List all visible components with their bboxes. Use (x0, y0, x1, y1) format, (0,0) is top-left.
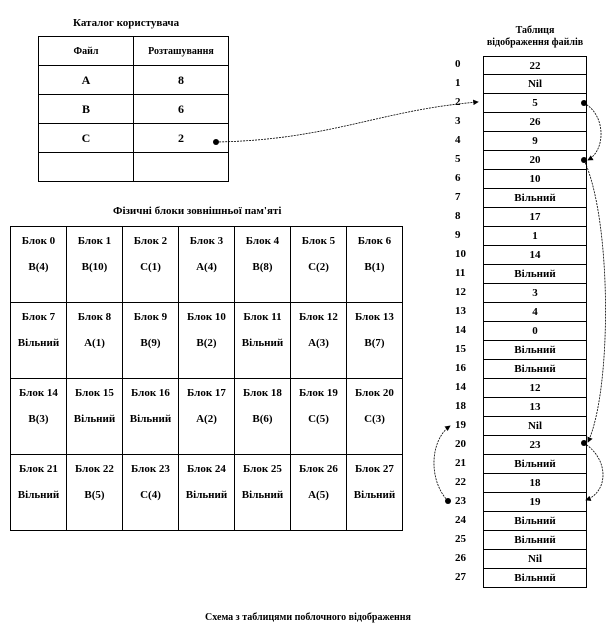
caption: Схема з таблицями поблочного відображення (205, 612, 411, 623)
fat-value: 9 (483, 132, 587, 151)
fat-index: 25 (455, 533, 466, 545)
block-name: Блок 17 (187, 387, 226, 399)
block-name: Блок 24 (187, 463, 226, 475)
block-name: Блок 1 (77, 235, 112, 247)
block-name: Блок 23 (131, 463, 170, 475)
fat-index: 4 (455, 134, 461, 146)
fat-value: Nil (483, 550, 587, 569)
block-content: B(7) (364, 337, 385, 349)
fat-value: 18 (483, 474, 587, 493)
catalog-file-cell: B (39, 95, 134, 124)
block-content: A(4) (196, 261, 217, 273)
block-name: Блок 11 (243, 311, 282, 323)
fat-value: 3 (483, 284, 587, 303)
fat-value: Nil (483, 75, 587, 94)
catalog-title: Каталог користувача (73, 17, 180, 29)
block-name: Блок 10 (187, 311, 226, 323)
chain-arrow-23-19 (434, 426, 450, 501)
fat-index: 27 (455, 571, 466, 583)
fat-value: 26 (483, 113, 587, 132)
catalog-location-cell: 2 (134, 124, 229, 153)
fat-index: 14 (455, 324, 466, 336)
fat-index: 13 (455, 305, 466, 317)
fat-value: 17 (483, 208, 587, 227)
block-content: B(1) (364, 261, 385, 273)
block-content: Вільний (353, 489, 396, 501)
block-name: Блок 15 (75, 387, 114, 399)
fat-index: 10 (455, 248, 466, 260)
fat-value: 20 (483, 151, 587, 170)
block-name: Блок 25 (243, 463, 282, 475)
chain-arrow-2-5 (584, 103, 601, 160)
fat-index: 22 (455, 476, 466, 488)
fat-index: 15 (455, 343, 466, 355)
block-name: Блок 16 (131, 387, 170, 399)
block-name: Блок 12 (299, 311, 338, 323)
block-content: B(2) (196, 337, 217, 349)
fat-index: 16 (455, 362, 466, 374)
fat-value: Вільний (483, 531, 587, 550)
block-name: Блок 9 (133, 311, 168, 323)
fat-value: 14 (483, 246, 587, 265)
fat-value: 22 (483, 56, 587, 75)
block-name: Блок 19 (299, 387, 338, 399)
fat-value: 1 (483, 227, 587, 246)
block-content: A(1) (84, 337, 105, 349)
block-name: Блок 18 (243, 387, 282, 399)
block-content: B(3) (28, 413, 49, 425)
block-name: Блок 21 (19, 463, 58, 475)
fat-index: 7 (455, 191, 461, 203)
fat-index: 23 (455, 495, 466, 507)
block-name: Блок 3 (189, 235, 224, 247)
catalog-file-cell: C (39, 124, 134, 153)
block-name: Блок 27 (355, 463, 394, 475)
fat-value: Вільний (483, 569, 587, 588)
block-name: Блок 22 (75, 463, 114, 475)
block-name: Блок 6 (357, 235, 392, 247)
catalog-header-file: Файл (39, 37, 134, 66)
fat-value: 23 (483, 436, 587, 455)
block-name: Блок 5 (301, 235, 336, 247)
block-content: B(9) (140, 337, 161, 349)
block-content: Вільний (241, 489, 284, 501)
fat-index: 2 (455, 96, 461, 108)
fat-value: Вільний (483, 360, 587, 379)
chain-arrow-20-23 (584, 443, 603, 500)
block-content: C(3) (364, 413, 385, 425)
block-name: Блок 0 (21, 235, 56, 247)
fat-title-line1: Таблиця (515, 25, 555, 36)
fat-value: 10 (483, 170, 587, 189)
fat-index: 5 (455, 153, 461, 165)
block-content: B(6) (252, 413, 273, 425)
block-content: A(5) (308, 489, 329, 501)
fat-index: 21 (455, 457, 466, 469)
catalog-location-cell: 6 (134, 95, 229, 124)
fat-index: 12 (455, 286, 466, 298)
block-content: B(8) (252, 261, 273, 273)
block-content: B(4) (28, 261, 49, 273)
block-content: Вільний (17, 337, 60, 349)
block-name: Блок 26 (299, 463, 338, 475)
fat-value: Вільний (483, 341, 587, 360)
fat-index: 3 (455, 115, 461, 127)
fat-value: Вільний (483, 265, 587, 284)
block-content: B(10) (81, 261, 108, 273)
block-content: Вільний (129, 413, 172, 425)
block-content: Вільний (185, 489, 228, 501)
fat-title-line2: відображення файлів (486, 37, 584, 48)
fat-index: 20 (455, 438, 466, 450)
fat-value: Вільний (483, 189, 587, 208)
block-name: Блок 20 (355, 387, 394, 399)
block-content: Вільний (241, 337, 284, 349)
fat-index: 14 (455, 381, 466, 393)
block-content: A(3) (308, 337, 329, 349)
block-name: Блок 8 (77, 311, 112, 323)
block-content: B(5) (84, 489, 105, 501)
fat-index: 1 (455, 77, 461, 89)
block-content: A(2) (196, 413, 217, 425)
fat-value: Nil (483, 417, 587, 436)
block-content: C(1) (140, 261, 161, 273)
block-name: Блок 7 (21, 311, 56, 323)
fat-value: 5 (483, 94, 587, 113)
fat-index: 6 (455, 172, 461, 184)
fat-value: Вільний (483, 455, 587, 474)
fat-value: 0 (483, 322, 587, 341)
chain-arrow-5-20 (584, 160, 606, 442)
block-content: C(4) (140, 489, 161, 501)
block-name: Блок 13 (355, 311, 394, 323)
fat-value: Вільний (483, 512, 587, 531)
fat-index: 9 (455, 229, 461, 241)
fat-index: 26 (455, 552, 466, 564)
block-name: Блок 2 (133, 235, 168, 247)
blocks-title: Фізичні блоки зовнішньої пам'яті (113, 205, 282, 217)
catalog-header-location: Розташування (134, 37, 229, 66)
fat-value: 13 (483, 398, 587, 417)
block-content: Вільний (73, 413, 116, 425)
block-name: Блок 4 (245, 235, 280, 247)
block-name: Блок 14 (19, 387, 58, 399)
fat-index: 11 (455, 267, 466, 279)
fat-index: 19 (455, 419, 466, 431)
fat-value: 19 (483, 493, 587, 512)
fat-index: 24 (455, 514, 466, 526)
fat-value: 12 (483, 379, 587, 398)
fat-index: 18 (455, 400, 466, 412)
block-content: Вільний (17, 489, 60, 501)
catalog-location-cell: 8 (134, 66, 229, 95)
block-content: C(2) (308, 261, 329, 273)
block-content: C(5) (308, 413, 329, 425)
catalog-file-cell: A (39, 66, 134, 95)
fat-index: 8 (455, 210, 461, 222)
catalog-to-fat-arrow (216, 102, 478, 142)
fat-index: 0 (455, 58, 461, 70)
fat-value: 4 (483, 303, 587, 322)
